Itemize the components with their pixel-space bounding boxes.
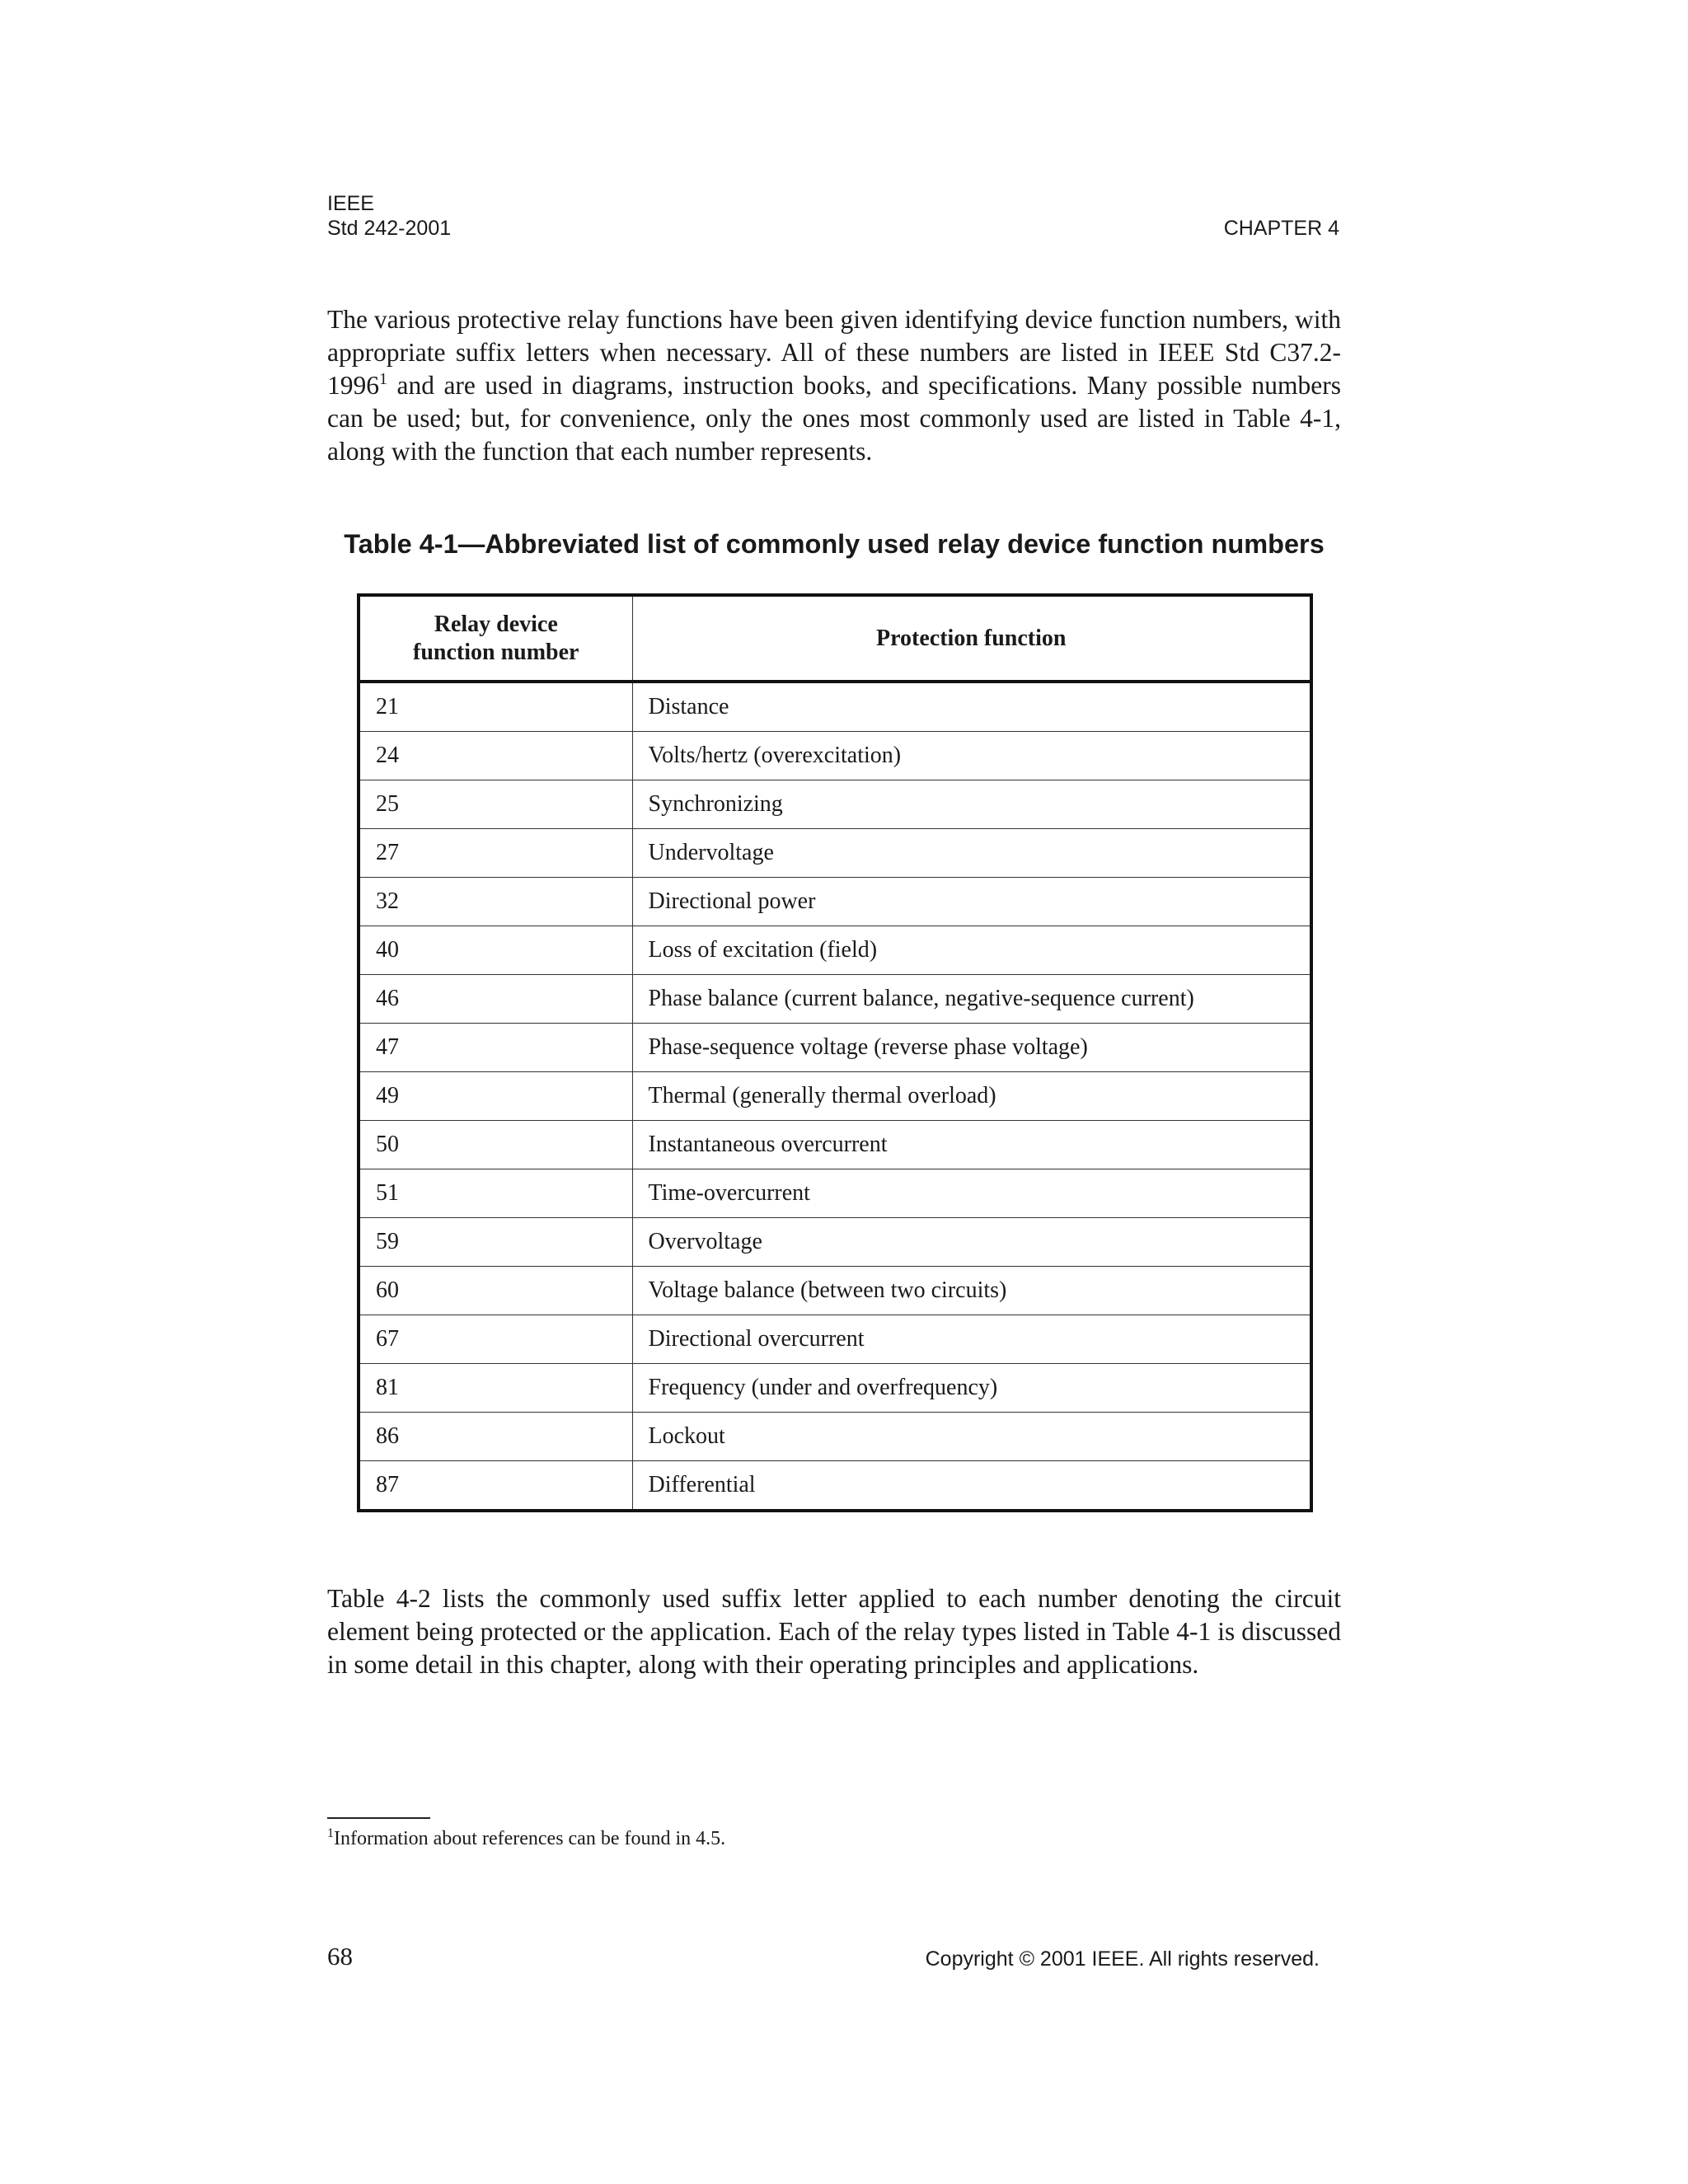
column-header-number: Relay device function number [360, 597, 632, 682]
protection-function-cell: Volts/hertz (overexcitation) [632, 732, 1310, 780]
running-header-left [327, 191, 451, 241]
table-row [360, 1364, 1310, 1413]
device-number-cell: 86 [360, 1413, 632, 1461]
intro-paragraph [327, 303, 1341, 468]
protection-function-cell: Voltage balance (between two circuits) [632, 1267, 1310, 1315]
table-row [360, 926, 1310, 975]
header-standard: Std 242-2001 [327, 217, 452, 240]
device-number-cell: 67 [360, 1315, 632, 1364]
column-header-function: Protection function [632, 597, 1310, 682]
protection-function-cell: Loss of excitation (field) [632, 926, 1310, 975]
protection-function-cell: Differential [632, 1461, 1310, 1510]
table-row [360, 878, 1310, 926]
device-number-cell: 21 [360, 682, 632, 732]
table-body [360, 682, 1310, 1509]
protection-function-cell: Lockout [632, 1413, 1310, 1461]
intro-text-after-ref: and are used in diagrams, instruction books, and specifications. Many possible numbers can be used; but, for convenience, only the ones most commonly used are listed in Table 4-1, along with the function that each number represents. [327, 371, 1341, 466]
device-number-cell: 25 [360, 780, 632, 829]
protection-function-cell: Directional power [632, 878, 1310, 926]
device-number-cell: 51 [360, 1169, 632, 1218]
device-number-cell: 40 [360, 926, 632, 975]
page-number: 68 [327, 1942, 353, 1971]
copyright-notice: Copyright © 2001 IEEE. All rights reserved. [925, 1947, 1320, 1971]
table-row [360, 732, 1310, 780]
table-row [360, 829, 1310, 878]
footnote [327, 1826, 725, 1851]
table-row [360, 1121, 1310, 1169]
device-number-cell: 81 [360, 1364, 632, 1413]
protection-function-cell: Time-overcurrent [632, 1169, 1310, 1218]
table-row [360, 1315, 1310, 1364]
table-row [360, 975, 1310, 1024]
table-row [360, 1461, 1310, 1510]
device-number-cell: 32 [360, 878, 632, 926]
table-row [360, 1169, 1310, 1218]
footnote-reference[interactable]: 1 [379, 370, 387, 388]
device-number-cell: 27 [360, 829, 632, 878]
header-chapter: CHAPTER 4 [1223, 217, 1339, 240]
table-row [360, 780, 1310, 829]
protection-function-cell: Thermal (generally thermal overload) [632, 1072, 1310, 1121]
protection-function-cell: Directional overcurrent [632, 1315, 1310, 1364]
table-row [360, 1072, 1310, 1121]
footnote-divider [327, 1817, 430, 1819]
device-number-cell: 49 [360, 1072, 632, 1121]
table-row [360, 1024, 1310, 1072]
device-number-cell: 60 [360, 1267, 632, 1315]
table-row [360, 1267, 1310, 1315]
device-number-cell: 47 [360, 1024, 632, 1072]
device-number-cell: 50 [360, 1121, 632, 1169]
footnote-text: Information about references can be found in 4.5. [334, 1828, 726, 1849]
device-number-cell: 87 [360, 1461, 632, 1510]
intro-text-before-ref: The various protective relay functions have been given identifying device function numbers, with appropriate suffix letters when necessary. All of these numbers are listed in IEEE Std C37.2-1996 [327, 305, 1341, 400]
protection-function-cell: Instantaneous overcurrent [632, 1121, 1310, 1169]
protection-function-cell: Phase-sequence voltage (reverse phase voltage) [632, 1024, 1310, 1072]
table-row [360, 1218, 1310, 1267]
device-number-cell: 46 [360, 975, 632, 1024]
protection-function-cell: Frequency (under and overfrequency) [632, 1364, 1310, 1413]
closing-paragraph: Table 4-2 lists the commonly used suffix letter applied to each number denoting the circuit element being protected or the application. Each of the relay types listed in Table 4-1 is discussed in some detail in this chapter, along with their operating principles and applications. [327, 1584, 1341, 1679]
table-row [360, 682, 1310, 732]
protection-function-cell: Distance [632, 682, 1310, 732]
relay-function-table [357, 593, 1313, 1512]
table-header-row [360, 597, 1310, 682]
protection-function-cell: Undervoltage [632, 829, 1310, 878]
device-number-cell: 59 [360, 1218, 632, 1267]
table-caption: Table 4-1—Abbreviated list of commonly used relay device function numbers [344, 529, 1325, 559]
protection-function-cell: Phase balance (current balance, negative-sequence current) [632, 975, 1310, 1024]
footnote-mark: 1 [327, 1826, 334, 1840]
header-org: IEEE [327, 192, 374, 215]
protection-function-cell: Synchronizing [632, 780, 1310, 829]
device-number-cell: 24 [360, 732, 632, 780]
protection-function-cell: Overvoltage [632, 1218, 1310, 1267]
table-row [360, 1413, 1310, 1461]
